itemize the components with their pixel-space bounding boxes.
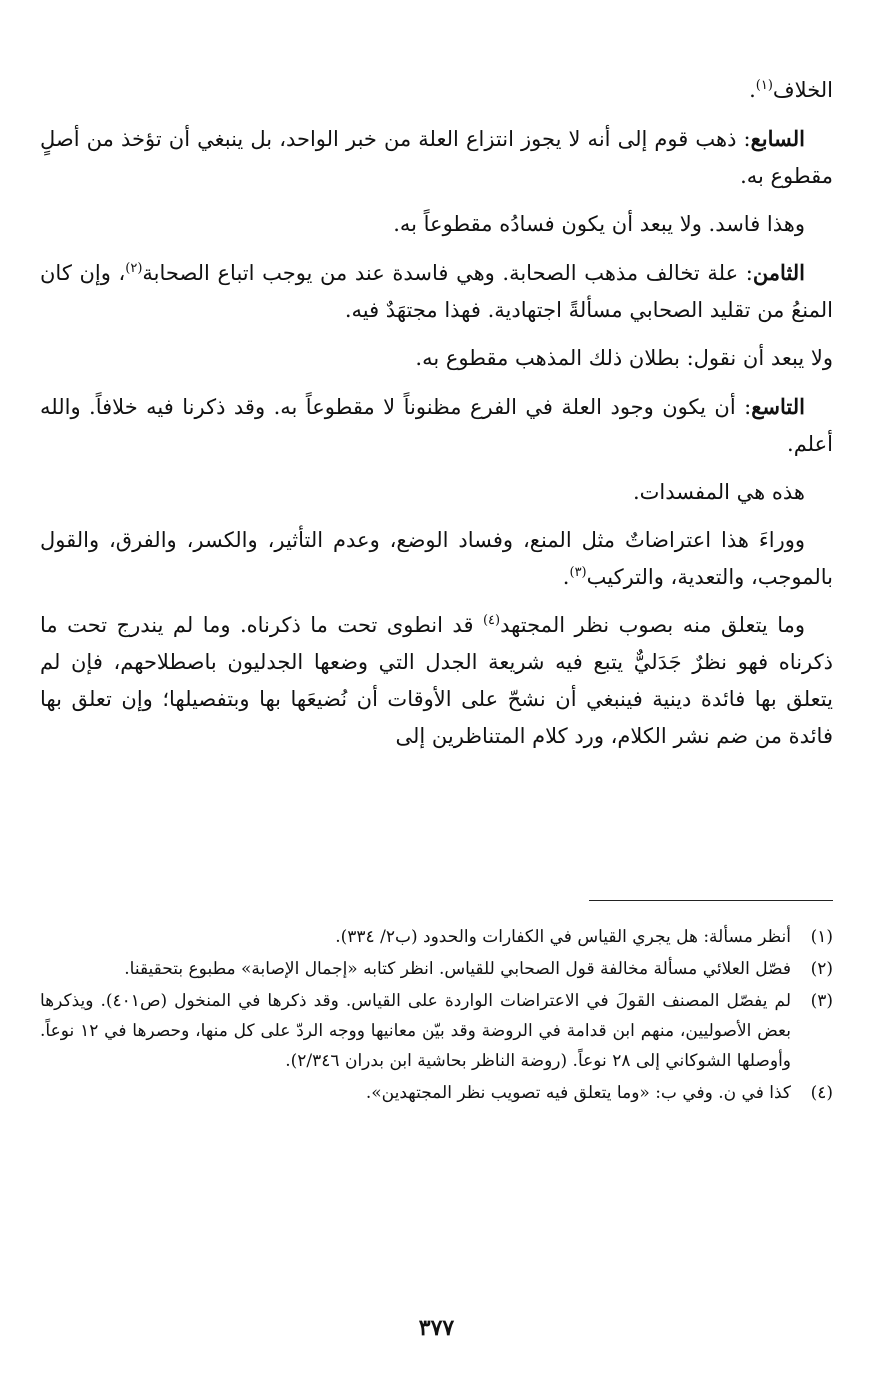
footnote-3: [40, 986, 833, 1076]
paragraph-eighth: [40, 254, 833, 329]
heading-eighth: الثامن: [752, 260, 806, 285]
paragraph-seventh-text: : ذهب قوم إلى أنه لا يجوز انتزاع العلة من خبر الواحد، بل ينبغي أن تؤخذ من أصلٍ مقطوع به.: [40, 127, 833, 188]
footnote-ref-1[interactable]: (١): [755, 78, 773, 93]
paragraph-7-end: .: [562, 565, 570, 589]
paragraph-8-text-b: قد انطوى تحت ما ذكرناه. وما لم يندرج تحت ما ذكرناه فهو نظرٌ جَدَليٌّ يتبع فيه شريعة الجدل التي وضعها الجدليون باصطلاحهم، فإن لم يتعلق بها فائدة دينية فينبغي أن نشحّ على الأوقات أن نُضيعَها بها وبتفصيلها؛ وإن تعلق بها فائدة من ضم نشر الكلام، ورد كلام المتناظرين إلى: [40, 613, 833, 748]
footnotes: [40, 922, 833, 1110]
paragraph-7-text: ووراءَ هذا اعتراضاتٌ مثل المنع، وفساد الوضع، وعدم التأثير، والكسر، والفرق، والقول بالموجب، والتعدية، والتركيب: [40, 528, 833, 589]
paragraph-seventh: [40, 120, 833, 195]
main-text: [40, 72, 833, 766]
paragraph-ninth: [40, 388, 833, 463]
footnote-ref-4[interactable]: (٤): [482, 613, 501, 628]
paragraph-2-text: وهذا فاسد. ولا يبعد أن يكون فسادُه مقطوعاً به.: [393, 212, 805, 236]
footnote-number: (٤): [810, 1083, 833, 1103]
footnote-text: أنظر مسألة: هل يجري القياس في الكفارات والحدود (ب٢/ ٣٣٤).: [335, 927, 791, 947]
paragraph-6-text: هذه هي المفسدات.: [632, 480, 805, 504]
heading-seventh: السابع: [750, 126, 805, 151]
paragraph-ninth-text: : أن يكون وجود العلة في الفرع مظنوناً لا مقطوعاً به. وقد ذكرنا فيه خلافاً. والله أعلم.: [40, 395, 833, 456]
footnote-number: (١): [810, 927, 833, 947]
paragraph-8: [40, 607, 833, 755]
paragraph-4-text: ولا يبعد أن نقول: بطلان ذلك المذهب مقطوع به.: [415, 346, 833, 370]
footnote-number: (٢): [810, 959, 833, 979]
paragraph-6: [40, 474, 833, 511]
footnote-ref-3[interactable]: (٣): [569, 565, 587, 580]
paragraph-eighth-text-b: ، وإن كان المنعُ من تقليد الصحابي مسألةً اجتهادية. فهذا مجتهَدٌ فيه.: [40, 261, 833, 322]
paragraph-0: [40, 72, 833, 109]
footnote-2: [40, 954, 833, 984]
page-number: ٣٧٧: [418, 1315, 455, 1341]
paragraph-2: [40, 206, 833, 243]
footnote-1: [40, 922, 833, 952]
footnote-text: فصّل العلائي مسألة مخالفة قول الصحابي للقياس. انظر كتابه «إجمال الإصابة» مطبوع بتحقيقنا.: [124, 959, 791, 979]
footnote-ref-2[interactable]: (٢): [125, 261, 143, 276]
paragraph-4: [40, 340, 833, 377]
paragraph-7: [40, 522, 833, 596]
heading-ninth: التاسع: [751, 394, 805, 419]
paragraph-0-end: .: [749, 78, 756, 102]
paragraph-0-text: الخلاف: [772, 78, 833, 102]
footnote-number: (٣): [810, 991, 833, 1011]
footnote-4: [40, 1078, 833, 1108]
footnote-text: لم يفصّل المصنف القولَ في الاعتراضات الواردة على القياس. وقد ذكرها في المنخول (ص٤٠١). ويذكرها بعض الأصوليين، منهم ابن قدامة في الروضة وقد بيّن معانيها ووجه الردّ على كل منها، وحصرها في ١٢ نوعاً. وأوصلها الشوكاني إلى ٢٨ نوعاً. (روضة الناظر بحاشية ابن بدران ٢/٣٤٦).: [40, 991, 791, 1071]
paragraph-eighth-text-a: : علة تخالف مذهب الصحابة. وهي فاسدة عند من يوجب اتباع الصحابة: [142, 261, 753, 285]
footnote-text: كذا في ن. وفي ب: «وما يتعلق فيه تصويب نظر المجتهدين».: [365, 1083, 791, 1103]
paragraph-8-text-a: وما يتعلق منه بصوب نظر المجتهد: [500, 613, 805, 637]
footnote-divider: [589, 900, 833, 901]
